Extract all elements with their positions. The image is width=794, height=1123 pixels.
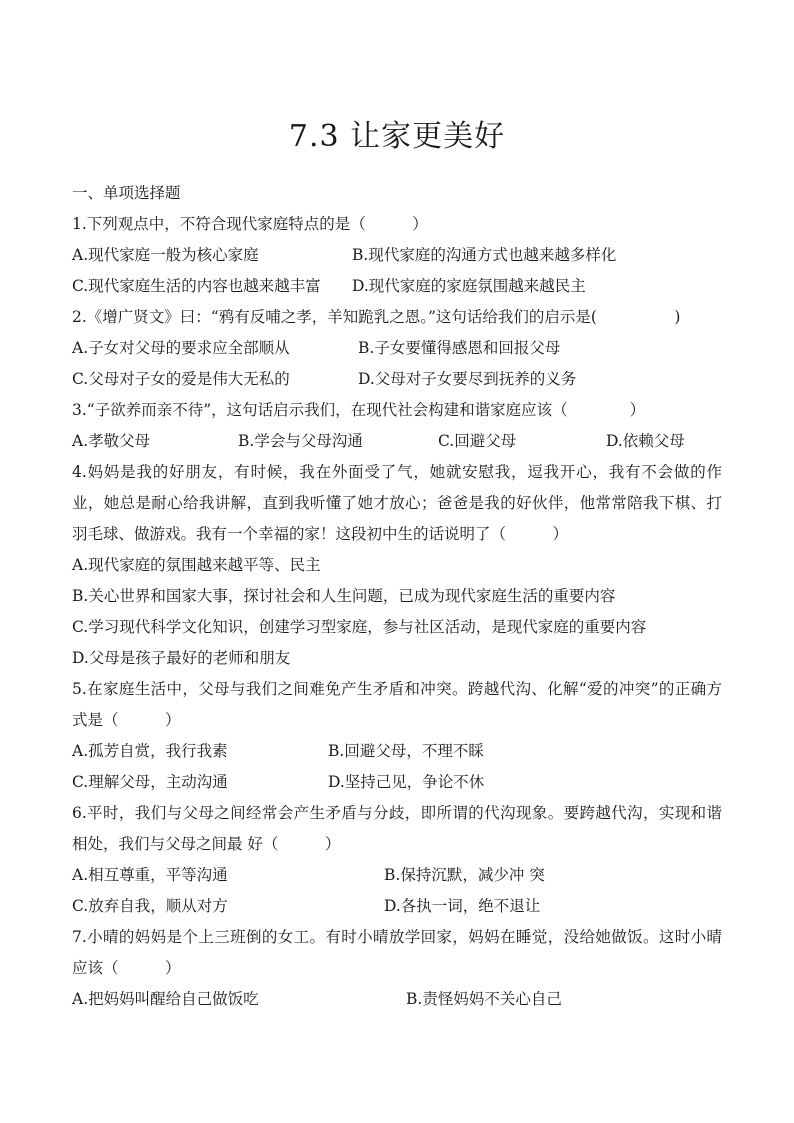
option-c: C.父母对子女的爱是伟大无私的 (72, 370, 290, 388)
section-heading: 一、单项选择题 (72, 184, 181, 202)
option-c: C.学习现代科学文化知识，创建学习型家庭，参与社区活动，是现代家庭的重要内容 (72, 618, 647, 636)
option-b: B.学会与父母沟通 (238, 432, 363, 450)
question-list (72, 178, 722, 1015)
question-stem: 1.下列观点中，不符合现代家庭特点的是（ ） (72, 215, 428, 233)
options-row (72, 984, 722, 1015)
question-stem: 5.在家庭生活中，父母与我们之间难免产生矛盾和冲突。跨越代沟、化解“爱的冲突”的正确方式是（ ） (72, 680, 722, 729)
options-row (72, 860, 722, 891)
options-row (72, 364, 722, 395)
option-c: C.放弃自我，顺从对方 (72, 897, 228, 915)
option-d: D.父母对子女要尽到抚养的义务 (358, 370, 577, 388)
option-a: A.孝敬父母 (72, 432, 151, 450)
option-a: A.子女对父母的要求应全部顺从 (72, 339, 290, 357)
options-row (72, 736, 722, 767)
page-title: 7.3 让家更美好 (288, 119, 506, 154)
option-a: A.现代家庭一般为核心家庭 (72, 246, 259, 264)
option-b: B.回避父母，不理不睬 (328, 742, 484, 760)
question-stem: 3.“子欲养而亲不待”，这句话启示我们，在现代社会构建和谐家庭应该（ ） (72, 401, 646, 419)
option-b: B.保持沉默，减少冲 突 (384, 866, 545, 884)
options-row (72, 240, 722, 271)
options-row (72, 426, 722, 457)
options-row (72, 271, 722, 302)
option-b: B.现代家庭的沟通方式也越来越多样化 (352, 246, 617, 264)
option-d: D.坚持己见，争论不休 (328, 773, 485, 791)
option-d: D.依赖父母 (606, 432, 685, 450)
option-a: A.孤芳自赏，我行我素 (72, 742, 228, 760)
option-d: D.现代家庭的家庭氛围越来越民主 (352, 277, 586, 295)
option-b: B.子女要懂得感恩和回报父母 (358, 339, 561, 357)
question-stem: 7.小晴的妈妈是个上三班倒的女工。有时小晴放学回家，妈妈在睡觉，没给她做饭。这时小晴应该（ ） (72, 928, 722, 977)
option-b: B.关心世界和国家大事，探讨社会和人生问题，已成为现代家庭生活的重要内容 (72, 587, 616, 605)
option-c: C.回避父母 (438, 432, 517, 450)
option-c: C.理解父母，主动沟通 (72, 773, 228, 791)
option-a: A.相互尊重，平等沟通 (72, 866, 228, 884)
question-stem: 6.平时，我们与父母之间经常会产生矛盾与分歧，即所谓的代沟现象。要跨越代沟，实现和谐相处，我们与父母之间最 好（ ） (72, 804, 722, 853)
question-stem: 2.《增广贤文》曰：“鸦有反哺之孝，羊知跪乳之恩。”这句话给我们的启示是( ) (72, 308, 681, 326)
options-row (72, 767, 722, 798)
options-row (72, 333, 722, 364)
option-a: A.现代家庭的氛围越来越平等、民主 (72, 556, 321, 574)
option-d: D.各执一词，绝不退让 (384, 897, 541, 915)
option-d: D.父母是孩子最好的老师和朋友 (72, 649, 291, 667)
option-a: A.把妈妈叫醒给自己做饭吃 (72, 990, 259, 1008)
option-c: C.现代家庭生活的内容也越来越丰富 (72, 277, 321, 295)
options-row (72, 891, 722, 922)
option-b: B.责怪妈妈不关心自己 (406, 990, 562, 1008)
question-stem: 4.妈妈是我的好朋友，有时候，我在外面受了气，她就安慰我，逗我开心，我有不会做的作业，她总是耐心给我讲解，直到我听懂了她才放心；爸爸是我的好伙伴，他常常陪我下棋、打羽毛球、做游戏。我有一个幸福的家！这段初中生的话说明了（ ） (72, 463, 722, 543)
